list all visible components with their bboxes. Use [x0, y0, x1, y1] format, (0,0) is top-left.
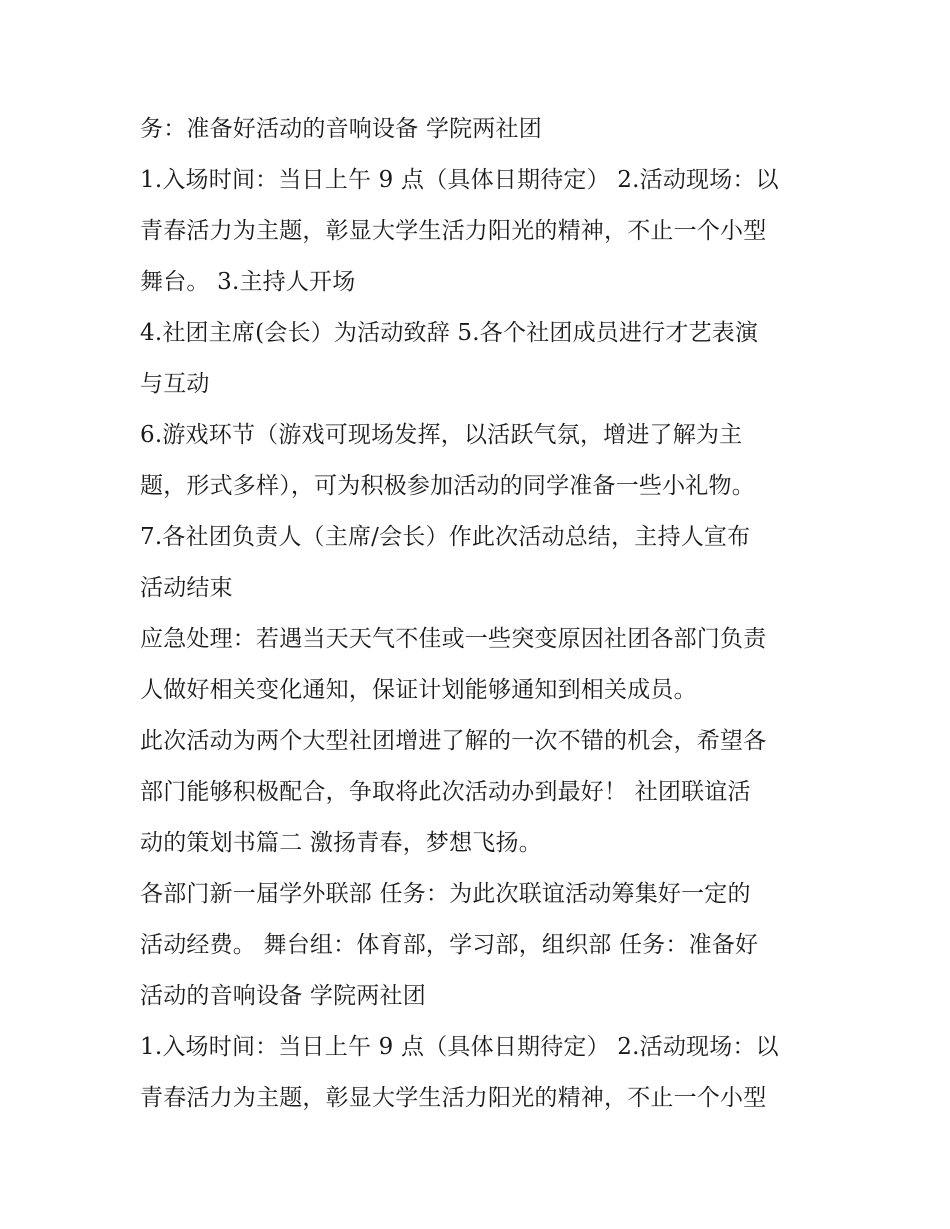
text-line: 1.入场时间：当日上午 9 点（具体日期待定） 2.活动现场：以	[140, 167, 779, 193]
text-line: 舞台。 3.主持人开场	[140, 269, 356, 295]
text-line: 活动的音响设备 学院两社团	[140, 983, 426, 1009]
text-line: 活动经费。 舞台组：体育部，学习部，组织部 任务：准备好	[140, 932, 759, 958]
text-line: 务：准备好活动的音响设备 学院两社团	[140, 116, 542, 142]
text-line: 青春活力为主题，彰显大学生活力阳光的精神，不止一个小型	[140, 1085, 767, 1111]
text-line: 各部门新一届学外联部 任务：为此次联谊活动筹集好一定的	[140, 881, 751, 907]
text-line: 题，形式多样），可为积极参加活动的同学准备一些小礼物。	[140, 473, 755, 499]
text-line: 青春活力为主题，彰显大学生活力阳光的精神，不止一个小型	[140, 218, 767, 244]
document-body	[140, 104, 820, 1124]
text-line: 7.各社团负责人（主席/会长）作此次活动总结，主持人宣布	[140, 524, 751, 550]
text-line: 活动结束	[140, 575, 233, 601]
text-line: 动的策划书篇二 激扬青春，梦想飞扬。	[140, 830, 542, 856]
text-line: 部门能够积极配合，争取将此次活动办到最好！ 社团联谊活	[140, 779, 751, 805]
text-line: 1.入场时间：当日上午 9 点（具体日期待定） 2.活动现场：以	[140, 1034, 779, 1060]
text-line: 应急处理：若遇当天天气不佳或一些突变原因社团各部门负责	[140, 626, 767, 652]
text-line: 人做好相关变化通知，保证计划能够通知到相关成员。	[140, 677, 697, 703]
text-line: 6.游戏环节（游戏可现场发挥，以活跃气氛，增进了解为主	[140, 422, 743, 448]
text-line: 4.社团主席(会长）为活动致辞 5.各个社团成员进行才艺表演	[140, 320, 759, 346]
text-line: 与互动	[140, 371, 210, 397]
text-line: 此次活动为两个大型社团增进了解的一次不错的机会，希望各	[140, 728, 767, 754]
